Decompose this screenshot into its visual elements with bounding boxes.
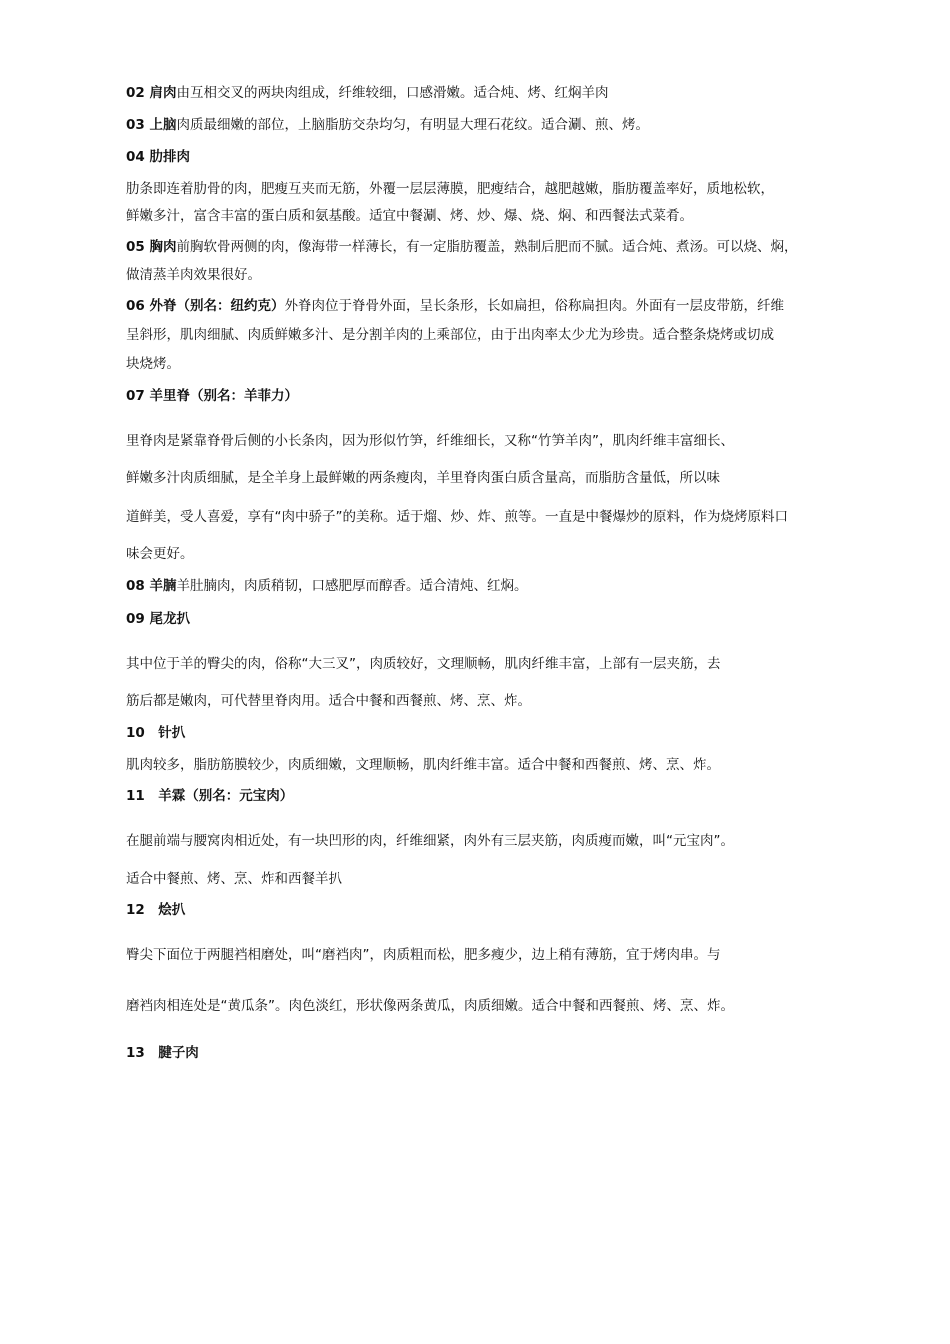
section-06-line-2: 呈斜形，肌肉细腻、肉质鲜嫩多汁、是分割羊肉的上乘部位，由于出肉率太少尤为珍贵。适合整条烧烤或切成 (126, 327, 774, 343)
section-08-text: 羊肚腩肉，肉质稍韧，口感肥厚而醇香。适合清炖、红焖。 (176, 578, 528, 594)
section-05-heading: 05 胸肉 (126, 239, 177, 255)
section-12-line-2: 磨裆肉相连处是“黄瓜条”。肉色淡红，形状像两条黄瓜，肉质细嫩。适合中餐和西餐煎、烤、烹、炸。 (126, 998, 734, 1014)
section-06-text: 外脊肉位于脊骨外面，呈长条形，长如扁担，俗称扁担肉。外面有一层皮带筋，纤维 (284, 298, 784, 314)
section-07-line-4: 味会更好。 (126, 546, 194, 562)
section-09-line-2: 筋后都是嫩肉，可代替里脊肉用。适合中餐和西餐煎、烤、烹、炸。 (126, 693, 531, 709)
section-05-text: 前胸软骨两侧的肉，像海带一样薄长，有一定脂肪覆盖，熟制后肥而不腻。适合炖、煮汤。可以烧、焖， (176, 239, 798, 255)
section-10-line-1: 肌肉较多，脂肪筋膜较少，肉质细嫩，文理顺畅，肌肉纤维丰富。适合中餐和西餐煎、烤、烹、炸。 (126, 757, 720, 773)
section-07-line-2: 鲜嫩多汁肉质细腻，是全羊身上最鲜嫩的两条瘦肉，羊里脊肉蛋白质含量高，而脂肪含量低，所以味 (126, 470, 720, 486)
section-06-line-3: 块烧烤。 (126, 356, 180, 372)
section-13-heading: 13 腱子肉 (126, 1045, 199, 1061)
section-04-line-2: 鲜嫩多汁，富含丰富的蛋白质和氨基酸。适宜中餐涮、烤、炒、爆、烧、焖、和西餐法式菜肴。 (126, 208, 693, 224)
section-04-line-1: 肋条即连着肋骨的肉，肥瘦互夹而无筋，外覆一层层薄膜，肥瘦结合，越肥越嫩，脂肪覆盖率好，质地松软， (126, 181, 774, 197)
section-02-text: 由互相交叉的两块肉组成，纤维较细，口感滑嫩。适合炖、烤、红焖羊肉 (176, 85, 609, 101)
section-10-heading: 10 针扒 (126, 725, 186, 741)
section-05-line-2: 做清蒸羊肉效果很好。 (126, 267, 261, 283)
section-11-line-2: 适合中餐煎、烤、烹、炸和西餐羊扒 (126, 871, 342, 887)
section-06-heading: 06 外脊（别名：纽约克） (126, 298, 285, 314)
section-07-line-3: 道鲜美，受人喜爱，享有“肉中骄子”的美称。适于熘、炒、炸、煎等。一直是中餐爆炒的原料，作为烧烤原料口 (126, 509, 788, 525)
section-03-heading: 03 上脑 (126, 117, 177, 133)
section-02-heading: 02 肩肉 (126, 85, 177, 101)
section-07-line-1: 里脊肉是紧靠脊骨后侧的小长条肉，因为形似竹笋，纤维细长，又称“竹笋羊肉”，肌肉纤维丰富细长、 (126, 433, 734, 449)
section-09-line-1: 其中位于羊的臀尖的肉，俗称“大三叉”，肉质较好，文理顺畅，肌肉纤维丰富，上部有一层夹筋，去 (126, 656, 721, 672)
section-04-heading: 04 肋排肉 (126, 149, 190, 165)
section-11-line-1: 在腿前端与腰窝肉相近处，有一块凹形的肉，纤维细紧，肉外有三层夹筋，肉质瘦而嫩，叫“元宝肉”。 (126, 833, 734, 849)
section-07-heading: 07 羊里脊（别名：羊菲力） (126, 388, 298, 404)
section-05 (126, 238, 798, 256)
section-06 (126, 297, 784, 315)
section-09-heading: 09 尾龙扒 (126, 611, 190, 627)
section-12-heading: 12 烩扒 (126, 902, 186, 918)
section-08 (126, 577, 528, 595)
section-08-heading: 08 羊腩 (126, 578, 177, 594)
section-03-text: 肉质最细嫩的部位，上脑脂肪交杂均匀，有明显大理石花纹。适合涮、煎、烤。 (176, 117, 649, 133)
section-12-line-1: 臀尖下面位于两腿裆相磨处，叫“磨裆肉”，肉质粗而松，肥多瘦少，边上稍有薄筋，宜于烤肉串。与 (126, 947, 721, 963)
section-02 (126, 84, 609, 102)
section-11-heading: 11 羊霖（别名：元宝肉） (126, 788, 294, 804)
section-03 (126, 116, 649, 134)
